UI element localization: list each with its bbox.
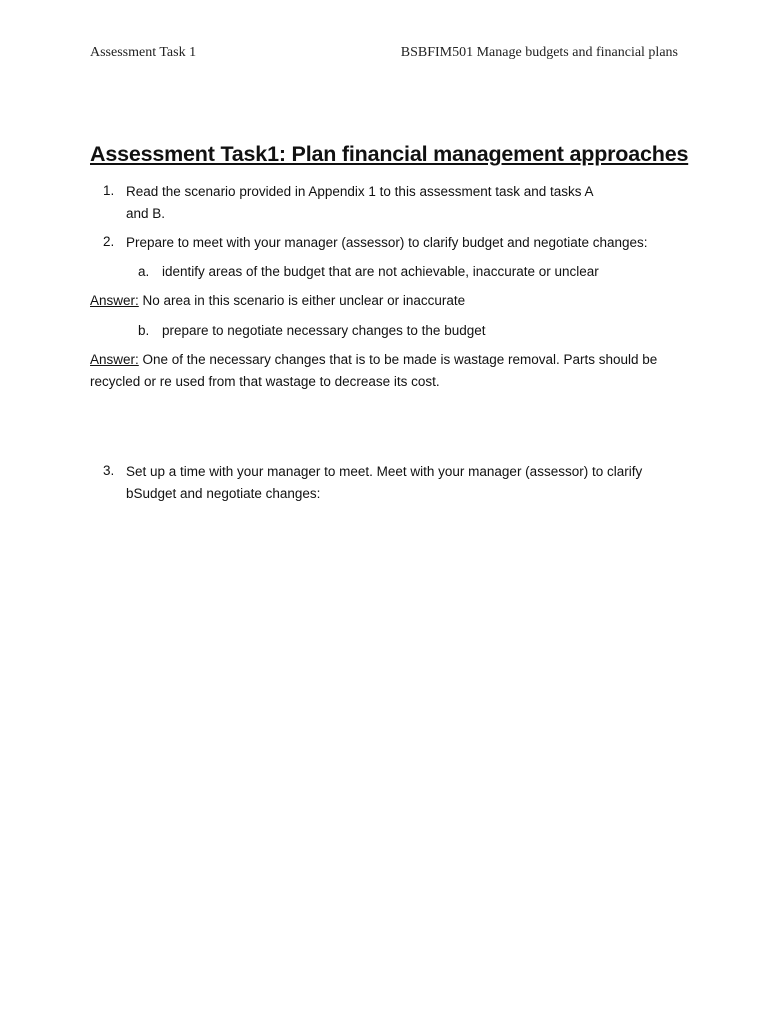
page-title: Assessment Task1: Plan financial management approaches	[90, 142, 689, 166]
item-3-number: 3.	[103, 463, 115, 478]
answer-1-label: Answer:	[90, 293, 139, 308]
subitem-b-text: prepare to negotiate necessary changes to the budget	[162, 323, 486, 338]
item-1-line-2: and B.	[126, 206, 166, 221]
answer-1-text: No area in this scenario is either unclear or inaccurate	[138, 293, 466, 308]
item-3-line-2: bSudget and negotiate changes:	[126, 486, 321, 501]
answer-1	[90, 290, 465, 312]
answer-2-line-2: recycled or re used from that wastage to decrease its cost.	[90, 374, 440, 389]
item-3-line-1: Set up a time with your manager to meet. Meet with your manager (assessor) to clarify	[126, 464, 643, 479]
item-1-line-1: Read the scenario provided in Appendix 1 to this assessment task and tasks A	[126, 184, 594, 199]
answer-2	[90, 349, 657, 371]
answer-2-text: One of the necessary changes that is to be made is wastage removal. Parts should be	[138, 352, 658, 367]
subitem-b-letter: b.	[138, 323, 150, 338]
subitem-a-text: identify areas of the budget that are not achievable, inaccurate or unclear	[162, 264, 599, 279]
item-2-number: 2.	[103, 234, 115, 249]
answer-2-label: Answer:	[90, 352, 139, 367]
header-left: Assessment Task 1	[90, 45, 197, 60]
item-1-number: 1.	[103, 183, 115, 198]
item-2-line-1: Prepare to meet with your manager (assessor) to clarify budget and negotiate changes:	[126, 235, 648, 250]
header-right: BSBFIM501 Manage budgets and financial plans	[400, 45, 678, 60]
subitem-a-letter: a.	[138, 264, 150, 279]
